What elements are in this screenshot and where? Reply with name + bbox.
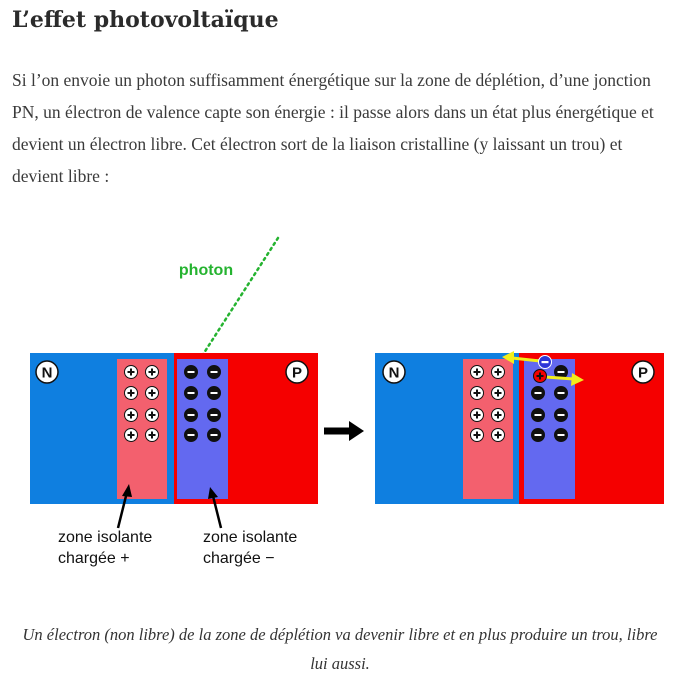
junction-after xyxy=(375,351,664,504)
negative-charge xyxy=(185,409,198,422)
negative-charge xyxy=(555,429,568,442)
junction-before xyxy=(30,353,318,504)
negative-charge xyxy=(555,387,568,400)
zone-plus-line1: zone isolante xyxy=(58,529,153,546)
positive-charge xyxy=(146,387,159,400)
negative-charge xyxy=(185,387,198,400)
p-label: P xyxy=(637,364,649,382)
positive-charge xyxy=(471,409,484,422)
positive-charge xyxy=(492,409,505,422)
hole xyxy=(534,370,547,383)
negative-charge xyxy=(185,366,198,379)
section-heading: L’effet photovoltaïque xyxy=(12,7,279,33)
positive-charge xyxy=(492,387,505,400)
n-badge xyxy=(383,361,405,383)
n-label: N xyxy=(388,364,400,382)
negative-charge xyxy=(532,409,545,422)
negative-zone xyxy=(177,359,228,499)
zone-plus-line2: chargée + xyxy=(58,550,130,567)
positive-charge xyxy=(146,429,159,442)
positive-charge xyxy=(125,387,138,400)
negative-charge xyxy=(208,387,221,400)
photon-path xyxy=(202,238,278,356)
positive-charge xyxy=(471,387,484,400)
p-label: P xyxy=(291,364,303,382)
negative-charge xyxy=(208,409,221,422)
positive-zone xyxy=(463,359,513,499)
negative-charge xyxy=(185,429,198,442)
negative-charge xyxy=(208,366,221,379)
positive-charge xyxy=(492,429,505,442)
positive-charge xyxy=(471,366,484,379)
pn-junction-diagram xyxy=(0,228,680,588)
negative-charge xyxy=(532,429,545,442)
transition-arrow xyxy=(324,421,364,441)
positive-zone xyxy=(117,359,167,499)
positive-charge xyxy=(125,366,138,379)
zone-minus-line1: zone isolante xyxy=(203,529,298,546)
positive-charge xyxy=(492,366,505,379)
pn-junction-figure xyxy=(0,228,680,588)
zone-minus-line2: chargée − xyxy=(203,550,275,567)
positive-charge xyxy=(146,366,159,379)
free-electron xyxy=(539,356,552,369)
figure-caption: Un électron (non libre) de la zone de déplétion va devenir libre et en plus produire un trou, libre lui aussi. xyxy=(22,625,658,673)
intro-paragraph: Si l’on envoie un photon suffisamment énergétique sur la zone de déplétion, d’une jonction PN, un électron de valence capte son énergie : il passe alors dans un état plus énergétique et devient un électron libre. Cet électron sort de la liaison cristalline (y laissant un trou) et devient libre : xyxy=(12,70,654,186)
photon-label: photon xyxy=(178,262,234,279)
negative-charge xyxy=(208,429,221,442)
positive-charge xyxy=(125,409,138,422)
p-badge xyxy=(632,361,654,383)
p-badge xyxy=(286,361,308,383)
n-label: N xyxy=(41,364,53,382)
positive-charge xyxy=(146,409,159,422)
positive-charge xyxy=(471,429,484,442)
negative-charge xyxy=(555,409,568,422)
positive-charge xyxy=(125,429,138,442)
negative-charge xyxy=(532,387,545,400)
n-badge xyxy=(36,361,58,383)
